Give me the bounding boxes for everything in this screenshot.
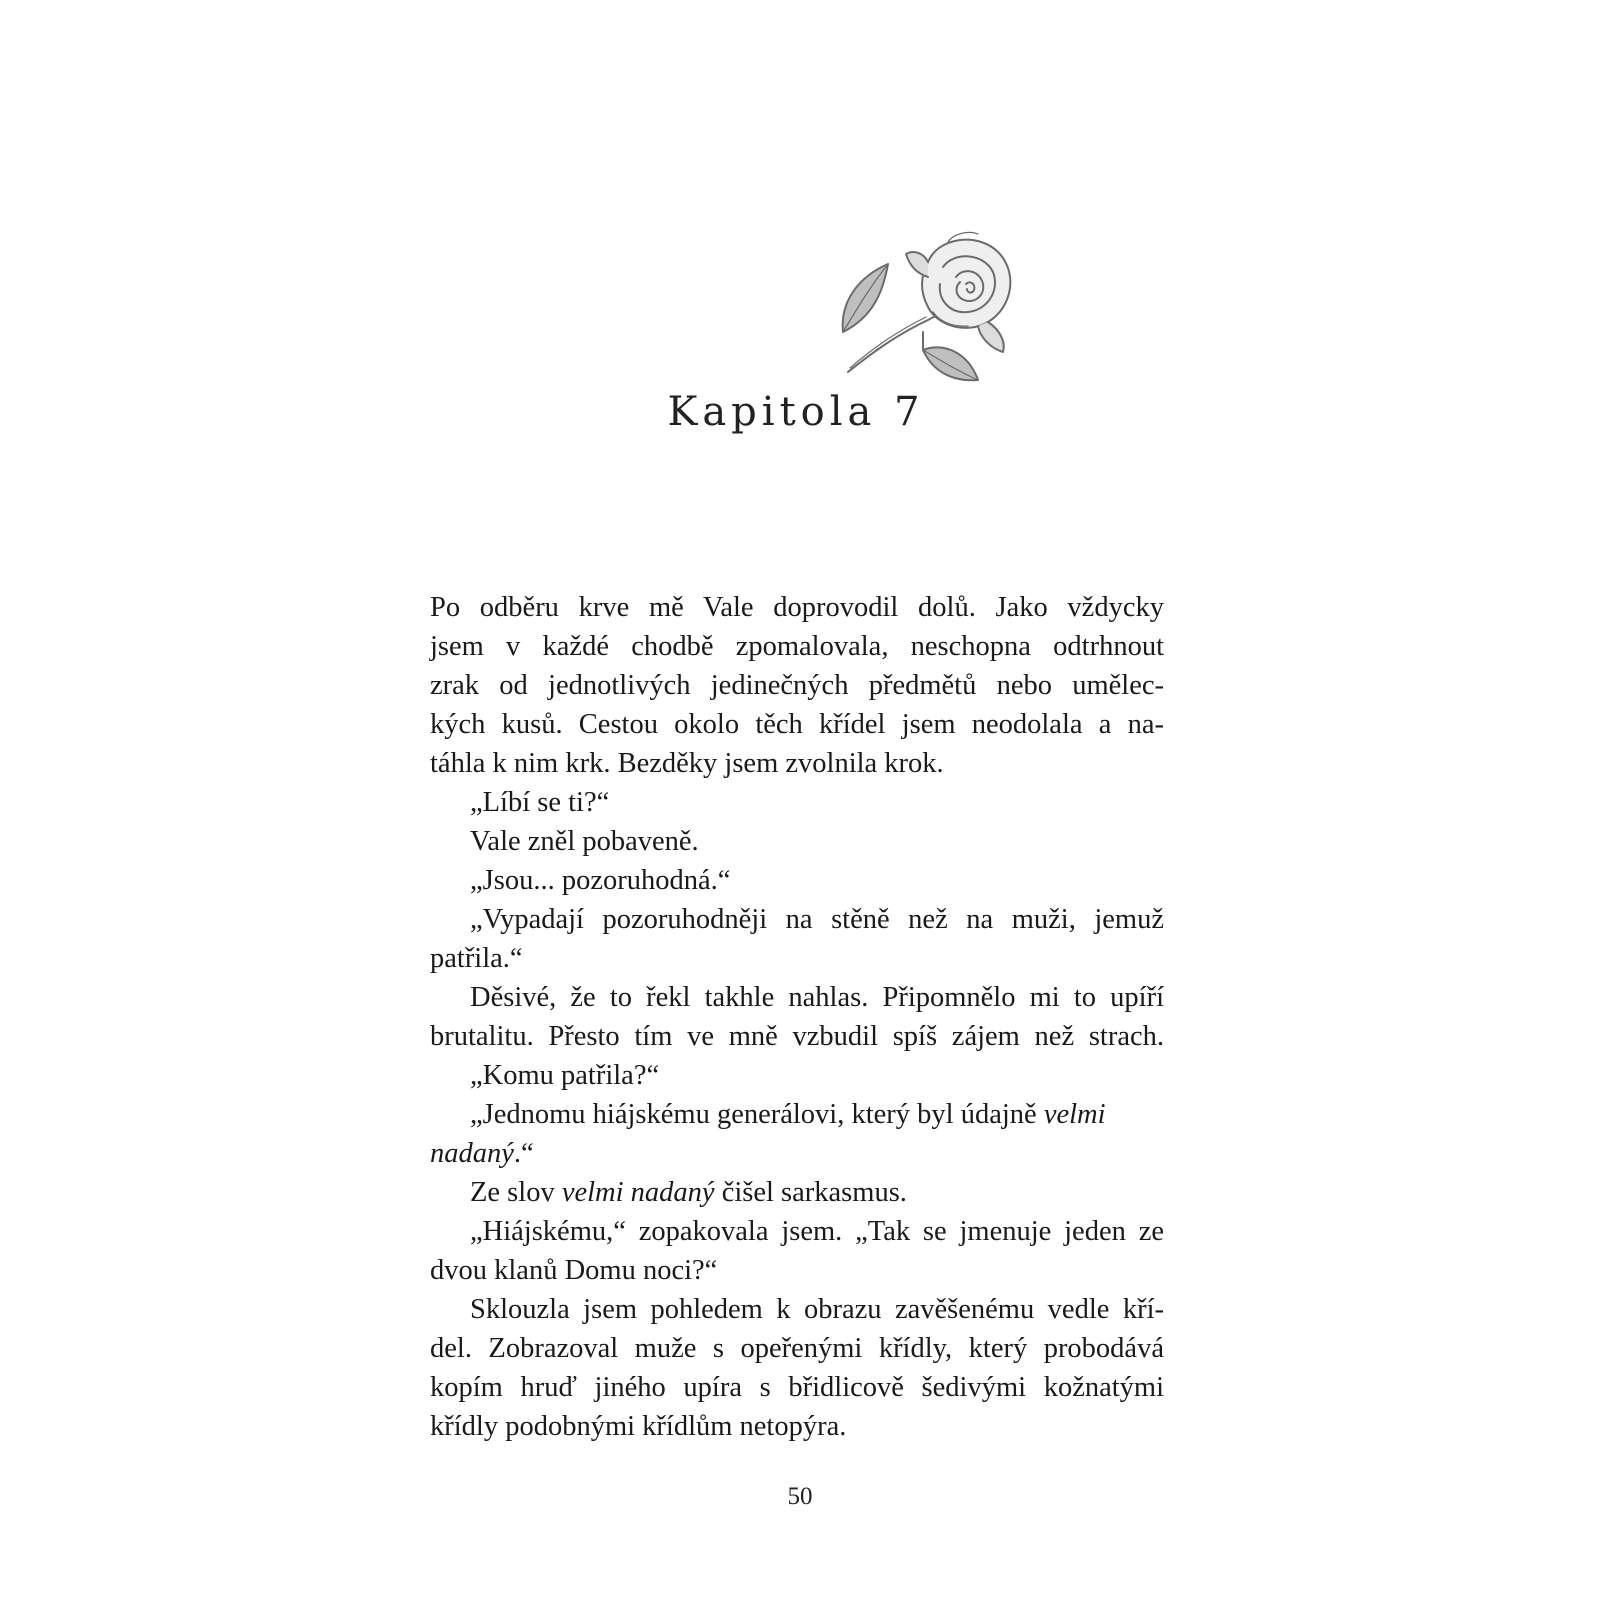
body-line: Vale zněl pobaveně. — [470, 826, 699, 857]
body-line-italic: nadaný — [430, 1138, 514, 1169]
body-line: patřila.“ — [430, 943, 523, 974]
body-line — [430, 1173, 1164, 1212]
body-line: Po odběru krve mě Vale doprovodil dolů. Jako vždycky — [430, 592, 1164, 623]
chapter-title — [0, 389, 1600, 435]
body-line-italic: velmi — [1043, 1099, 1106, 1130]
body-line: „Hiájskému,“ zopakovala jsem. „Tak se jmenuje jeden ze — [470, 1216, 1164, 1247]
body-line: „Jsou... pozoruhodná.“ — [470, 865, 731, 896]
body-line: „Líbí se ti?“ — [470, 787, 610, 818]
body-line — [430, 1095, 1164, 1134]
body-line-segment: Ze slov — [470, 1177, 562, 1208]
body-line-segment: „Jednomu hiájskému generálovi, který byl údajně — [470, 1099, 1044, 1130]
body-line-italic: velmi nadaný — [561, 1177, 715, 1208]
chapter-body-text — [430, 588, 1164, 1446]
body-line — [430, 1134, 1164, 1173]
body-line: del. Zobrazoval muže s opeřenými křídly, který probodává — [430, 1333, 1164, 1364]
body-line: jsem v každé chodbě zpomalovala, neschopna odtrhnout — [430, 631, 1164, 662]
page-number: 50 — [787, 1483, 813, 1510]
body-line: „Vypadají pozoruhodněji na stěně než na muži, jemuž — [470, 904, 1164, 935]
body-line: Děsivé, že to řekl takhle nahlas. Připomnělo mi to upíří — [470, 982, 1164, 1013]
body-line: kopím hruď jiného upíra s břidlicově šedivými kožnatými — [430, 1372, 1164, 1403]
body-line: Sklouzla jsem pohledem k obrazu zavěšenému vedle kří- — [470, 1294, 1164, 1325]
body-line: zrak od jednotlivých jedinečných předmětů nebo umělec- — [430, 670, 1164, 701]
body-line: křídly podobnými křídlům netopýra. — [430, 1411, 847, 1442]
body-line: táhla k nim krk. Bezděky jsem zvolnila krok. — [430, 748, 944, 779]
body-line-segment: čišel sarkasmus. — [714, 1177, 907, 1208]
chapter-title-text: Kapitola 7 — [667, 389, 925, 435]
body-line: „Komu patřila?“ — [470, 1060, 660, 1091]
body-line: brutalitu. Přesto tím ve mně vzbudil spíš zájem než strach. — [430, 1021, 1164, 1052]
body-line-segment: .“ — [513, 1138, 534, 1169]
body-line: kých kusů. Cestou okolo těch křídel jsem neodolala a na- — [430, 709, 1164, 740]
body-line: dvou klanů Domu noci?“ — [430, 1255, 718, 1286]
rose-illustration-icon — [828, 222, 1028, 402]
